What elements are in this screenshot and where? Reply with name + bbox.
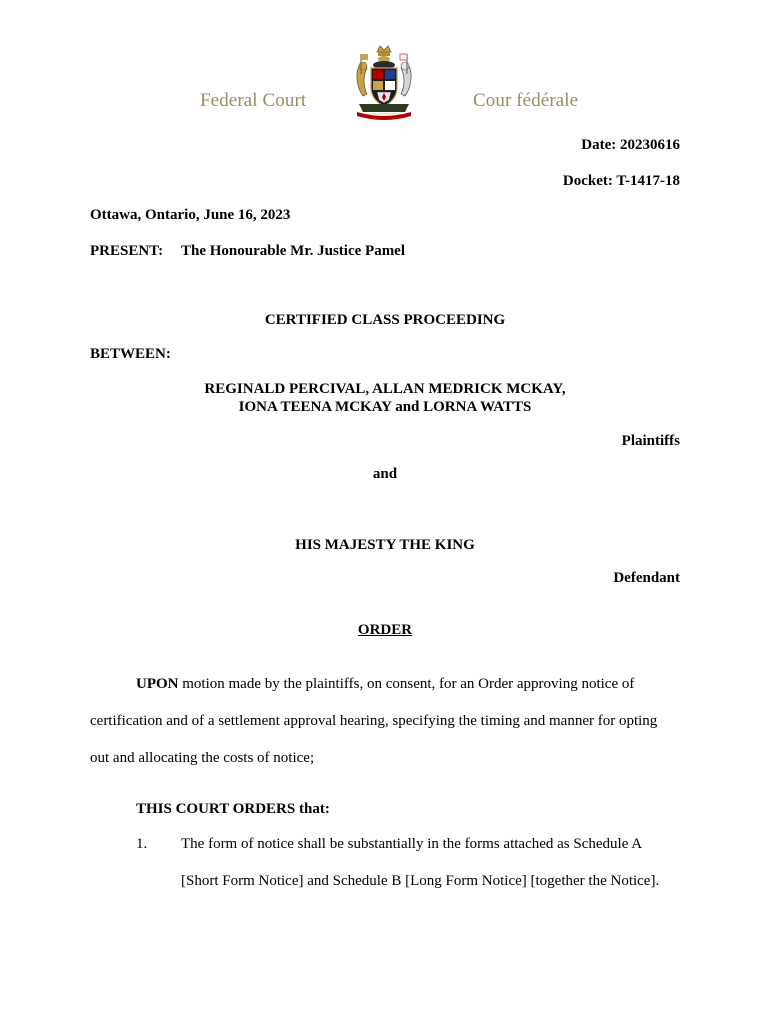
- order-heading: ORDER: [357, 622, 413, 638]
- order-paragraph-line1: [136, 666, 634, 703]
- order-paragraph-text1: motion made by the plaintiffs, on consent, for an Order approving notice of: [178, 676, 635, 692]
- item-1-number: 1.: [136, 836, 148, 852]
- plaintiffs-names-line1: REGINALD PERCIVAL, ALLAN MEDRICK MCKAY,: [204, 381, 566, 397]
- header-title-french: Cour fédérale: [473, 90, 579, 111]
- and-separator: and: [372, 466, 398, 482]
- upon-lead-word: UPON: [136, 676, 179, 692]
- proceeding-type: CERTIFIED CLASS PROCEEDING: [264, 312, 506, 328]
- present-justice: The Honourable Mr. Justice Pamel: [181, 243, 406, 259]
- defendant-name: HIS MAJESTY THE KING: [295, 537, 475, 553]
- header-title-english: Federal Court: [200, 90, 307, 111]
- order-paragraph-line3: out and allocating the costs of notice;: [90, 750, 315, 766]
- court-coat-of-arms-icon: [351, 44, 417, 122]
- order-paragraph-line2: certification and of a settlement approval hearing, specifying the timing and manner for opting: [90, 713, 658, 729]
- court-orders-heading: THIS COURT ORDERS that:: [136, 801, 330, 817]
- present-label: PRESENT:: [90, 243, 164, 259]
- plaintiffs-role: Plaintiffs: [621, 433, 680, 449]
- place-and-date: Ottawa, Ontario, June 16, 2023: [90, 207, 291, 223]
- item-1-line1: The form of notice shall be substantially in the forms attached as Schedule A: [181, 836, 643, 852]
- defendant-role: Defendant: [613, 570, 680, 586]
- between-label: BETWEEN:: [90, 346, 171, 362]
- order-date: Date: 20230616: [581, 137, 680, 153]
- plaintiffs-names-line2: IONA TEENA MCKAY and LORNA WATTS: [238, 399, 532, 415]
- item-1-line2: [Short Form Notice] and Schedule B [Long Form Notice] [together the Notice].: [181, 873, 660, 889]
- docket-number: Docket: T-1417-18: [562, 173, 680, 189]
